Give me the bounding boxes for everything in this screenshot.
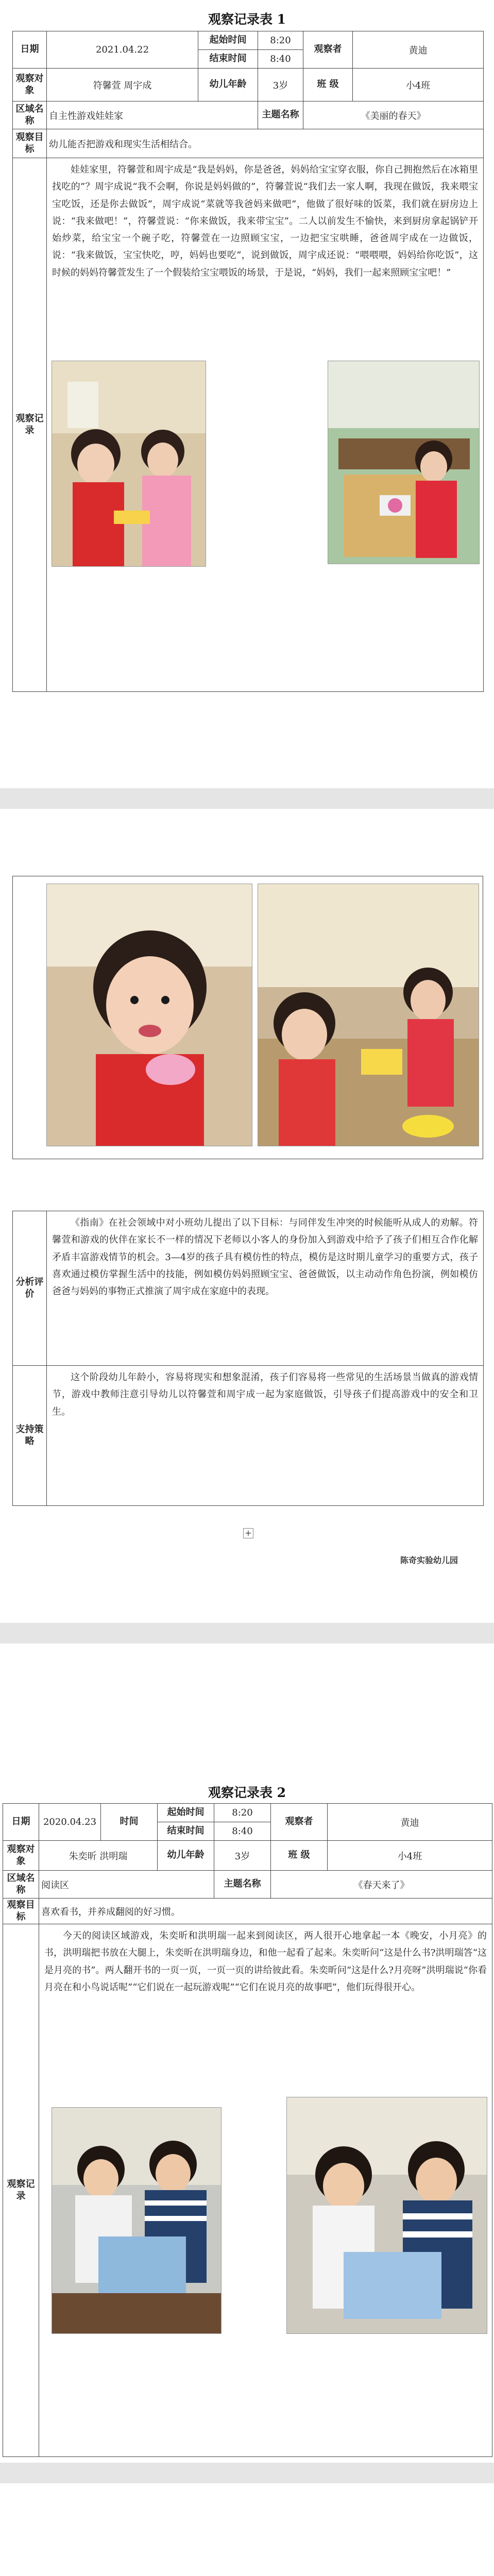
value-area: 自主性游戏娃娃家 (47, 101, 258, 129)
value-date-2: 2020.04.23 (39, 1804, 101, 1841)
record1-footer: 陈奇实验幼儿园 (400, 1555, 458, 1565)
label-record-2: 观察记录 (3, 1924, 39, 2457)
record2-page-1 (0, 1643, 494, 2463)
record2-page-2 (0, 2483, 494, 2576)
record1-photo-1 (52, 361, 206, 567)
page-separator-1 (0, 788, 494, 809)
value-date: 2021.04.22 (47, 31, 198, 69)
record1-support-cell (47, 1366, 484, 1506)
value-class: 小4班 (353, 69, 484, 101)
page-separator-3 (0, 2463, 494, 2483)
record1-observation-text: 娃娃家里，符馨萱和周宇成是“我是妈妈，你是爸爸，妈妈给宝宝穿衣服，你自己拥抱然后在冰箱里找吃的”？周宇成说“我不会啊，你说是妈妈做的”，符馨萱说“我们去一家人啊，我现在做饭，我来喂宝宝吃饭，还是你去做饭”，周宇成说“菜就等我爸妈来做吧”，他做了很好味的饭菜，我们就在厨房边上说：“我来做吧！”，符馨萱说：“你来做饭，我来带宝宝”。二人以前发生不愉快，来到厨房拿起锅铲开始炒菜，给宝宝一个碗子吃，符馨萱在一边照顾宝宝，一边把宝宝哄睡，爸爸周宇成在一边做饭，说：“我来做饭，宝宝快吃，哼，妈妈也要吃”，说到做饭，周宇成还说：“喂喂喂，妈妈给你吃饭”，这时候的妈妈符馨萱发生了一个假装给宝宝喂饭的场景，于是说，“妈妈，我们一起来照顾宝宝吧！” (52, 164, 478, 278)
label-area-2: 区域名称 (3, 1871, 39, 1899)
label-age-2: 幼儿年龄 (158, 1841, 214, 1871)
label-age: 幼儿年龄 (198, 69, 258, 101)
value-age: 3岁 (258, 69, 303, 101)
record1-support-text: 这个阶段幼儿年龄小，容易将现实和想象混淆，孩子们容易将一些常见的生活场景当做真的游戏情节，游戏中教师注意引导幼儿以符馨萱和周宇成一起为家庭做饭，引导孩子们提高游戏中的安全和卫生。 (52, 1372, 478, 1417)
label-analysis: 分析评价 (13, 1211, 47, 1366)
label-theme-2: 主题名称 (214, 1871, 271, 1899)
value-class-2: 小4班 (328, 1841, 492, 1871)
record1-page-1 (0, 0, 494, 788)
value-area-2: 阅读区 (39, 1871, 214, 1899)
value-goal: 幼儿能否把游戏和现实生活相结合。 (47, 129, 484, 158)
label-end-time: 结束时间 (198, 50, 258, 69)
label-goal: 观察目标 (13, 129, 47, 158)
value-subject: 符馨萱 周宇成 (47, 69, 198, 101)
record1-table-continued (12, 1211, 484, 1506)
record1-photo-3 (46, 884, 252, 1146)
value-observer: 黄迪 (353, 31, 484, 69)
value-end-time: 8:40 (258, 50, 303, 69)
record1-title: 观察记录表 1 (208, 12, 286, 27)
record1-photo-4 (258, 884, 479, 1146)
value-age-2: 3岁 (214, 1841, 271, 1871)
label-support: 支持策略 (13, 1366, 47, 1506)
value-observer-2: 黄迪 (328, 1804, 492, 1841)
value-goal-2: 喜欢看书，并养成翻阅的好习惯。 (39, 1899, 492, 1924)
label-date-2: 日期 (3, 1804, 39, 1841)
value-subject-2: 朱奕昕 洪明瑞 (39, 1841, 158, 1871)
value-theme: 《美丽的春天》 (303, 101, 484, 129)
label-observer: 观察者 (303, 31, 353, 69)
label-date: 日期 (13, 31, 47, 69)
value-end-time-2: 8:40 (214, 1822, 271, 1841)
label-goal-2: 观察目标 (3, 1899, 39, 1924)
record1-analysis-cell (47, 1211, 484, 1366)
record1-page-2 (0, 809, 494, 1623)
label-record: 观察记录 (13, 158, 47, 692)
label-class-2: 班 级 (271, 1841, 328, 1871)
label-start-time-2: 起始时间 (158, 1804, 214, 1822)
record2-photo-1 (52, 2107, 222, 2334)
record2-title: 观察记录表 2 (208, 1785, 286, 1800)
label-theme: 主题名称 (258, 101, 303, 129)
expand-icon[interactable]: + (243, 1528, 253, 1538)
record2-photo-2 (286, 2097, 487, 2334)
label-subject-2: 观察对象 (3, 1841, 39, 1871)
page-separator-2 (0, 1623, 494, 1643)
label-observer-2: 观察者 (271, 1804, 328, 1841)
label-class: 班 级 (303, 69, 353, 101)
label-start-time: 起始时间 (198, 31, 258, 50)
value-theme-2: 《春天来了》 (271, 1871, 492, 1899)
record1-photo-2 (328, 361, 480, 564)
label-end-time-2: 结束时间 (158, 1822, 214, 1841)
record1-analysis-text: 《指南》在社会领域中对小班幼儿提出了以下目标：与同伴发生冲突的时候能听从成人的劝解。符馨萱和游戏的伙伴在家长不一样的情况下老师以小客人的身份加入到游戏中给予了孩子们相互合作化解矛盾丰富游戏情节的机会。3—4岁的孩子具有模仿性的特点，模仿是这时期儿童学习的重要方式，孩子喜欢通过模仿掌握生活中的技能，例如模仿妈妈照顾宝宝、爸爸做饭，以主动动作角色扮演，例如模仿爸爸与妈妈的事物正式推演了周宇成在家庭中的表现。 (52, 1217, 478, 1297)
value-start-time: 8:20 (258, 31, 303, 50)
value-start-time-2: 8:20 (214, 1804, 271, 1822)
record2-observation-text: 今天的阅读区域游戏，朱奕昕和洪明瑞一起来到阅读区，两人很开心地拿起一本《晚安，小月亮》的书，洪明瑞把书放在大腿上，朱奕昕在洪明瑞身边，和他一起看了起来。朱奕昕问“这是什么书?洪明瑞答“这是月亮的书”。两人翻开书的一页一页，一页一页的讲给彼此看。朱奕昕问“这是什么?月亮呀”洪明瑞说“你看月亮在和小鸟说话呢”“它们说在一起玩游戏呢”“它们在说月亮的故事吧”，他们玩得很开心。 (44, 1930, 487, 1993)
label-area: 区域名称 (13, 101, 47, 129)
label-subject: 观察对象 (13, 69, 47, 101)
label-time-2: 时间 (101, 1804, 158, 1841)
